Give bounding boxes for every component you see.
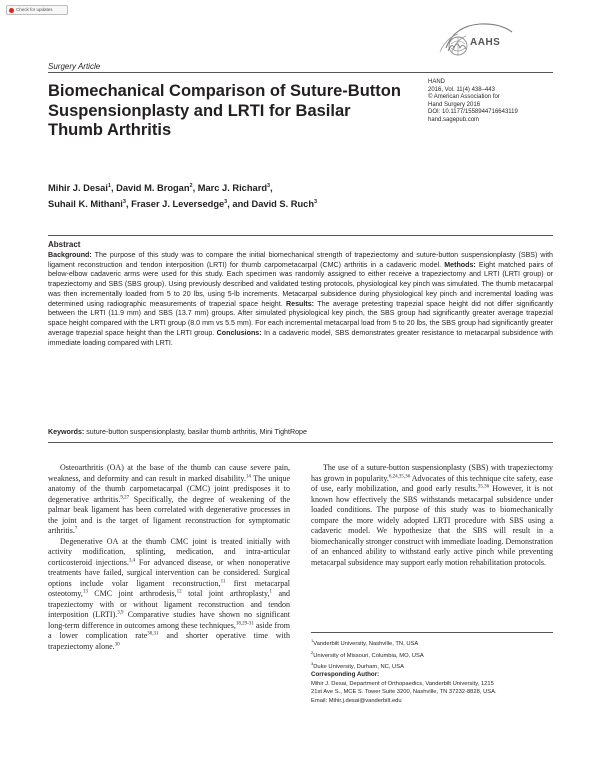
affiliation-number: 3 (311, 661, 314, 667)
paragraph-text: The unique anatomy of the thumb carpometacarpal (CMC) joint predisposes it to degenerative arthritis. (48, 473, 290, 504)
journal-doi[interactable]: DOI: 10.1177/1558944716643119 (428, 109, 518, 116)
journal-line: Hand Surgery 2016 (428, 101, 481, 108)
body-paragraph (311, 463, 553, 568)
journal-line: © American Association for (428, 94, 500, 101)
journal-line: 2016, Vol. 11(4) 438–443 (428, 86, 495, 93)
affiliation-item (311, 649, 553, 661)
results-text: The average pretesting trapezial space height did not differ significantly between the LRTI (11.9 mm) and SBS (13.7 mm) groups. After simulated physiological key pinch, the SBS group had significantly greater average trapezial space height compared with the LRTI group (8.0 mm vs 5.5 mm). For each incremental metacarpal load from 5 to 20 lbs, the SBS group had significantly greater average trapezial space height than the LRTI group. (48, 299, 553, 337)
citation-marker[interactable]: 13 (82, 589, 88, 595)
aahs-logo-text: AAHS (470, 37, 501, 48)
author-name: Marc J. Richard (197, 183, 268, 194)
journal-info (428, 79, 553, 125)
citation-marker[interactable]: 6,24,35,36 (388, 473, 411, 479)
corresponding-author (311, 671, 553, 706)
author-affiliation-marker: 2 (189, 183, 193, 189)
journal-url[interactable]: hand.sagepub.com (428, 116, 480, 123)
citation-marker[interactable]: 30,31 (147, 631, 159, 637)
paragraph-text: first metacarpal osteotomy, (48, 578, 290, 598)
body-paragraph (48, 463, 290, 537)
affiliation-text: University of Missouri, Columbia, MO, USA (313, 652, 424, 659)
author-list (48, 179, 468, 212)
article-title: Biomechanical Comparison of Suture-Button Suspensionplasty and LRTI for Basilar Thumb Arthritis (48, 82, 401, 139)
body-column-left (48, 463, 290, 652)
background-label: Background: (48, 250, 92, 259)
paragraph-text: Advocates of this technique cite safety, ease of use, early mobilization, and good early results. (311, 473, 553, 493)
abstract-heading: Abstract (48, 240, 81, 249)
paragraph-text: However, it is not known how effectively the SBS withstands metacarpal subsidence under loaded conditions. The purpose of this study was to biomechanically compare the more widely adopted LRTI procedure with SBS using a cadaveric model. We hypothesize that the SBS will result in a biomechanically stronger construct with immediate loading. Demonstration of an enhanced ability to withstand early active pinch while preventing metacarpal subsidence may support early motion rehabilitation protocols. (311, 484, 553, 567)
check-for-updates-label: Check for updates (16, 7, 53, 12)
journal-line: HAND (428, 79, 446, 85)
citation-marker[interactable]: 35,36 (477, 484, 490, 490)
citation-marker[interactable]: 30 (114, 641, 120, 647)
author-line (48, 179, 468, 195)
corresponding-heading: Corresponding Author: (311, 671, 380, 678)
keywords-divider (48, 442, 553, 443)
paragraph-text: total joint arthroplasty, (181, 589, 270, 598)
paragraph-text: and trapeziectomy with or without ligament reconstruction and tendon interposition (LRTI). (48, 589, 290, 619)
keywords (48, 428, 553, 436)
citation-marker[interactable]: 3,4 (128, 557, 136, 563)
affiliation-number: 1 (311, 638, 314, 643)
crossmark-icon (9, 8, 14, 13)
affiliations (311, 637, 553, 672)
paragraph-text: Degenerative OA at the thumb CMC joint is treated initially with activity modification, splinting, medication, and intra-articular corticosteroid injections. (48, 536, 290, 567)
abstract-divider (48, 235, 553, 236)
conclusions-label: Conclusions: (216, 328, 262, 337)
paragraph-text: The use of a suture-button suspensionplasty (SBS) with trapeziectomy has grown in popularity. (311, 463, 553, 483)
keywords-label: Keywords: (48, 428, 85, 436)
header-divider (48, 72, 553, 73)
author-name: Mihir J. Desai (48, 183, 108, 194)
author-name: David M. Brogan (116, 183, 190, 194)
citation-marker[interactable]: 11 (220, 578, 226, 584)
paragraph-text: aside from a lower complication rate (48, 620, 290, 640)
author-affiliation-marker: 1 (107, 183, 111, 189)
citation-marker[interactable]: 14 (245, 473, 251, 479)
paragraph-text: Specifically, the degree of weakening of the palmar beak ligament has been correlated with degenerative processes in the joint and is the target of ligament reconstruction for symptomatic arthritis. (48, 494, 291, 535)
article-category: Surgery Article (48, 62, 101, 71)
corresponding-email[interactable]: Email: Mihir.j.desai@vanderbilt.edu (311, 698, 402, 705)
citation-marker[interactable]: 18,29-31 (235, 620, 254, 626)
citation-marker[interactable]: 9,27 (120, 494, 130, 500)
author-separator: , (125, 199, 132, 210)
author-separator: , (111, 183, 117, 194)
corresponding-line: Mihir J. Desai, Department of Orthopaedics, Vanderbilt University, 1215 (311, 680, 494, 687)
author-separator: , (270, 183, 273, 194)
citation-marker[interactable]: 7 (74, 526, 78, 532)
author-affiliation-marker: 3 (122, 199, 126, 206)
author-name: Fraser J. Leversedge (131, 199, 225, 210)
body-paragraph (48, 537, 290, 653)
citation-marker[interactable]: 3,9 (117, 610, 124, 616)
author-separator: , (192, 183, 198, 194)
citation-marker[interactable]: 12 (176, 589, 182, 595)
background-text: The purpose of this study was to compare the initial biomechanical strength of trapeziectomy and suture-button suspensionplasty (SBS) with ligament reconstruction and tendon interposition (LRTI) for thumb carpometacarpal (CMC) arthritis in a cadaveric model. (48, 250, 554, 269)
affiliation-text: Vanderbilt University, Nashville, TN, USA (313, 640, 419, 647)
paragraph-text: Osteoarthritis (OA) at the base of the thumb can cause severe pain, weakness, and deformity and can result in marked disability. (48, 463, 290, 483)
citation-marker[interactable]: 1 (269, 589, 273, 595)
footnote-divider (311, 632, 553, 633)
affiliation-item (311, 637, 553, 649)
author-line (48, 195, 468, 211)
author-affiliation-marker: 3 (224, 199, 228, 206)
paragraph-text: For advanced disease, or when nonoperative treatments have failed, surgical intervention can be considered. Surgical options include volar ligament reconstruction, (48, 557, 290, 588)
corresponding-line: 21st Ave S., MCE S. Tower Suite 3200, Nashville, TN 37232-8828, USA. (311, 689, 497, 696)
author-name: Suhail K. Mithani (48, 199, 123, 210)
author-affiliation-marker: 3 (267, 183, 271, 189)
conclusions-text: In a cadaveric model, SBS demonstrates greater resistance to metacarpal subsidence with immediate loading compared with LRTI. (48, 328, 553, 347)
affiliation-text: Duke University, Durham, NC, USA (313, 664, 404, 671)
author-affiliation-marker: 3 (314, 199, 318, 206)
body-column-right (311, 463, 553, 568)
methods-text: Eight matched pairs of below-elbow cadaveric arms were used for this study. Each specimen was randomly assigned to either receive a trapeziectomy and LRTI (LRTI group) or trapeziectomy and SBS (SBS group). Using previously described and validated testing protocols, physiological key pinch was simulated. The thumb metacarpal was then incrementally loaded from 5 to 20 lbs, using 5-lb increments. Metacarpal subsidence during physiological key pinch and incremental loading was determined using radiographic measurements of trapezial space height. (48, 260, 553, 308)
methods-label: Methods: (444, 260, 476, 269)
affiliation-number: 2 (311, 649, 314, 655)
check-for-updates-badge[interactable] (6, 5, 68, 15)
results-label: Results: (286, 299, 315, 308)
author-name: David S. Ruch (251, 199, 315, 210)
abstract (48, 240, 553, 348)
paragraph-text: Comparative studies have shown no significant long-term difference in outcomes among these techniques, (48, 610, 290, 630)
paragraph-text: and shorter operative time with trapeziectomy alone. (48, 631, 290, 651)
author-separator: , and (227, 199, 252, 210)
keywords-text: suture-button suspensionplasty, basilar thumb arthritis, Mini TightRope (86, 428, 307, 436)
paragraph-text: CMC joint arthrodesis, (87, 589, 177, 598)
